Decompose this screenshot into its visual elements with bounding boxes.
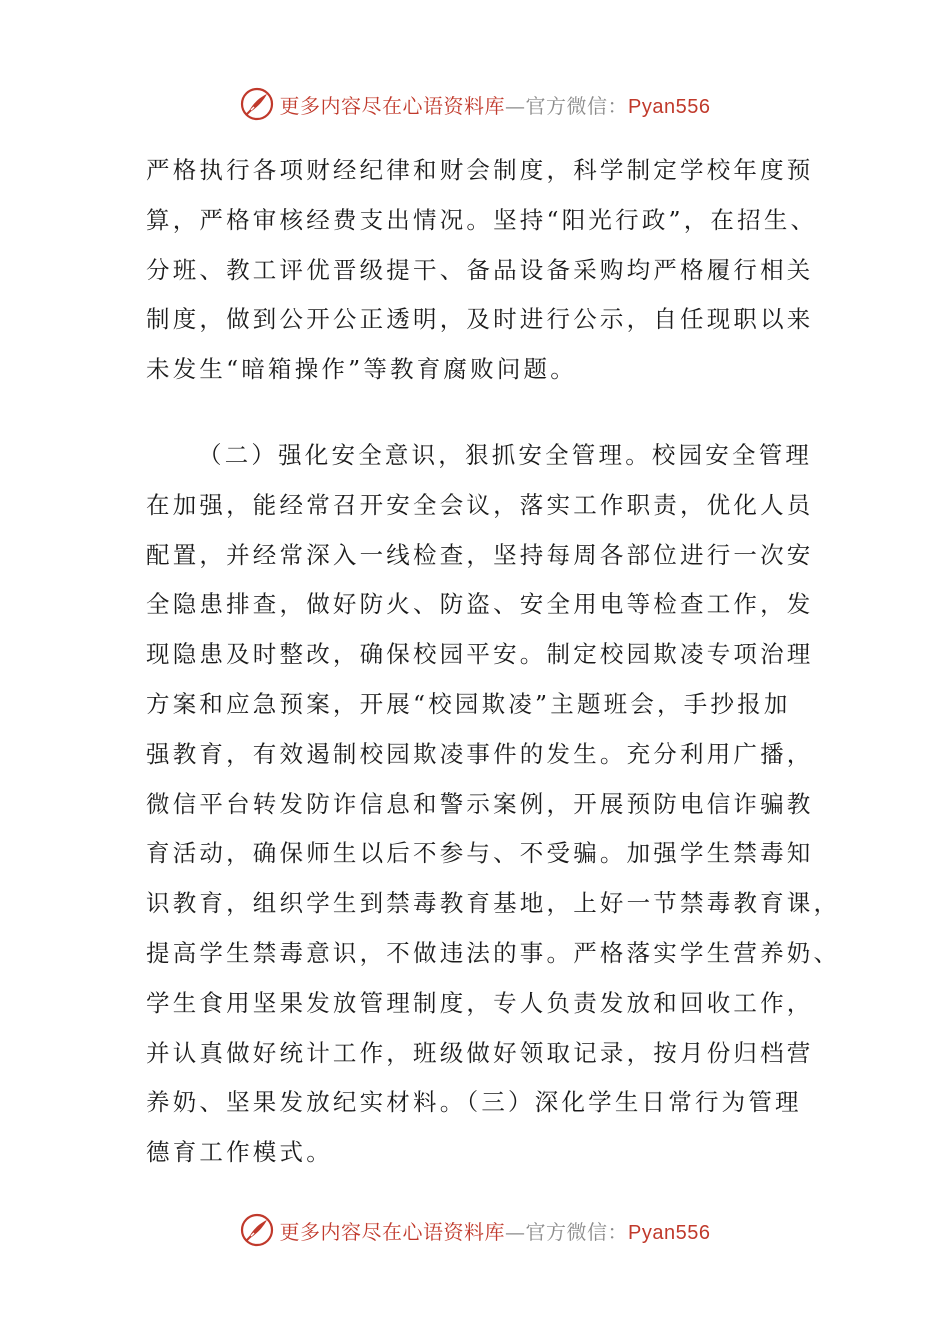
text-line: 严格执行各项财经纪律和财会制度，科学制定学校年度预: [146, 156, 814, 184]
paragraph-2: [146, 431, 841, 1178]
text-line: 并认真做好统计工作，班级做好领取记录，按月份归档营: [146, 1038, 814, 1067]
text-line: 识教育，组织学生到禁毒教育基地，上好一节禁毒教育课，: [146, 889, 841, 918]
text-line: 提高学生禁毒意识，不做违法的事。严格落实学生营养奶、: [146, 938, 841, 967]
text-line: 德育工作模式。: [146, 1138, 333, 1167]
text-line: 现隐患及时整改，确保校园平安。制定校园欺凌专项治理: [146, 640, 814, 669]
header-banner: [0, 82, 950, 126]
text-line: 方案和应急预案，开展“校园欺凌”主题班会，手抄报加: [146, 689, 791, 718]
text-line: 强教育，有效遏制校园欺凌事件的发生。充分利用广播，: [146, 739, 814, 768]
text-line: （二）强化安全意识，狠抓安全管理。校园安全管理: [198, 440, 813, 469]
text-line: 学生食用坚果发放管理制度，专人负责发放和回收工作，: [146, 988, 814, 1017]
text-line: 在加强，能经常召开安全会议，落实工作职责，优化人员: [146, 490, 814, 519]
footer-text: [280, 1216, 711, 1245]
footer-wechat-id: Pyan556: [628, 1221, 711, 1244]
header-dash: —: [505, 93, 526, 118]
text-line: 未发生“暗箱操作”等教育腐败问题。: [146, 355, 577, 384]
header-wechat-id: Pyan556: [628, 95, 711, 118]
paragraph-gap: [146, 395, 810, 431]
header-text: [280, 90, 711, 119]
document-body: [146, 146, 841, 1178]
text-line: 制度，做到公开公正透明，及时进行公示，自任现职以来: [146, 305, 814, 334]
footer-dash: —: [505, 1219, 526, 1244]
paragraph-1: [146, 146, 818, 395]
text-line: 全隐患排查，做好防火、防盗、安全用电等检查工作，发: [146, 590, 814, 619]
footer-brand-text: 更多内容尽在心语资料库: [279, 1219, 506, 1244]
header-brand-text: 更多内容尽在心语资料库: [279, 93, 506, 118]
text-line: 配置，并经常深入一线检查，坚持每周各部位进行一次安: [146, 540, 814, 569]
quill-pen-logo-icon: [240, 87, 274, 121]
text-line: 养奶、坚果发放纪实材料。（三）深化学生日常行为管理: [146, 1088, 802, 1117]
text-line: 算，严格审核经费支出情况。坚持“阳光行政”，在招生、: [146, 205, 818, 234]
text-line: 育活动，确保师生以后不参与、不受骗。加强学生禁毒知: [146, 839, 814, 868]
header-wechat-label: 官方微信：: [525, 93, 629, 118]
text-line: 微信平台转发防诈信息和警示案例，开展预防电信诈骗教: [146, 789, 814, 818]
quill-pen-logo-icon: [240, 1213, 274, 1247]
footer-banner: [0, 1208, 950, 1252]
footer-wechat-label: 官方微信：: [525, 1219, 629, 1244]
text-line: 分班、教工评优晋级提干、备品设备采购均严格履行相关: [146, 255, 814, 284]
